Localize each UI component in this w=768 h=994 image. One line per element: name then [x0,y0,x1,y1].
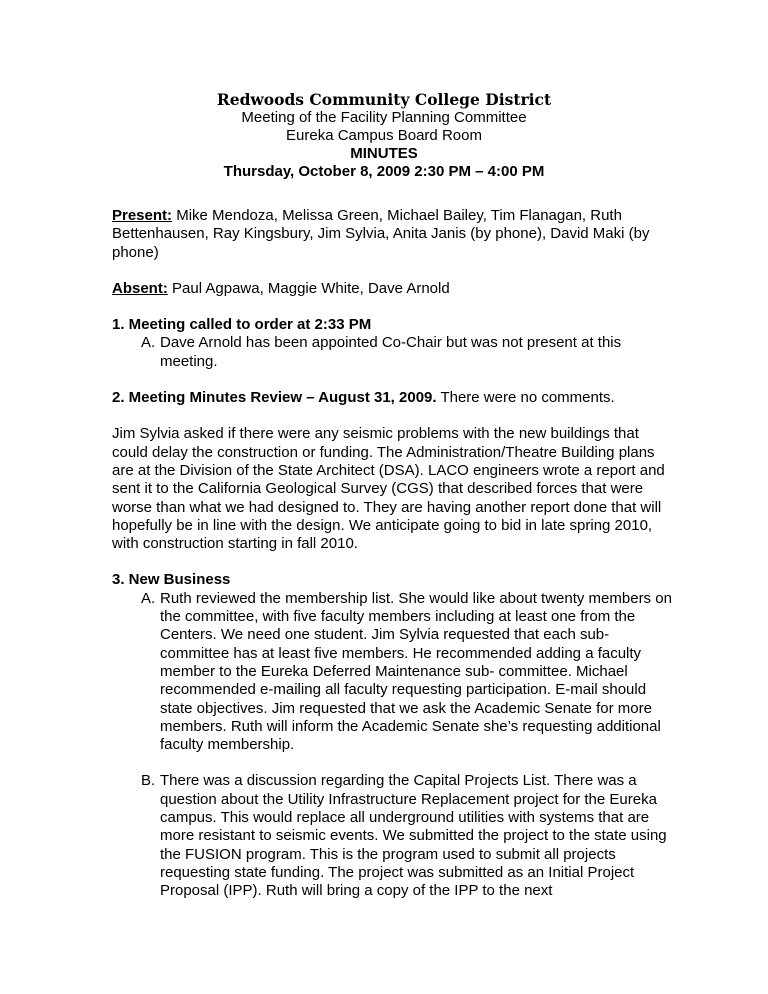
item-text: There was a discussion regarding the Capital Projects List. There was a question about the Utility Infrastructure Replacement project for the Eureka campus. This would replace all underground utilities with systems that are more resistant to seismic events. We submitted the project to the state using the FUSION program. This is the program used to submit all projects requesting state funding. The project was submitted as an Initial Project Proposal (IPP). Ruth will bring a copy of the IPP to the next [160,772,667,900]
document-type: MINUTES [350,145,418,162]
organization-name: Redwoods Community College District [216,90,552,109]
section-3-item-b [141,772,672,900]
present-label: Present: [112,207,173,224]
section-2-paragraph [112,389,672,407]
present-list: Mike Mendoza, Melissa Green, Michael Bailey, Tim Flanagan, Ruth Bettenhausen, Ray Kingsbury, Jim Sylvia, Anita Janis (by phone), David Maki (by phone) [112,207,650,261]
item-marker: A. [141,334,156,352]
section-2-heading: 2. Meeting Minutes Review – August 31, 2009. [112,389,437,407]
absent-label: Absent: [112,279,168,297]
section-2-note: There were no comments. [436,389,615,407]
absent-list: Paul Agpawa, Maggie White, Dave Arnold [167,279,450,297]
absent-paragraph [112,280,672,298]
present-paragraph [112,207,672,262]
item-text: Ruth reviewed the membership list. She would like about twenty members on the committee, with five faculty members including at least one from the Centers. We need one student. Jim Sylvia requested that each sub-committee has at least five members. He recommended adding a faculty member to the Eureka Deferred Maintenance sub- committee. Michael recommended e-mailing all faculty requesting participation. E-mail should state objectives. Jim requested that we ask the Academic Senate for more members. Ruth will inform the Academic Senate she’s requesting additional faculty membership. [160,589,672,754]
section-1-item-a [141,334,672,371]
document-header [0,90,768,181]
meeting-title: Meeting of the Facility Planning Committee [241,109,527,126]
section-3-heading: 3. New Business [112,571,231,589]
meeting-datetime: Thursday, October 8, 2009 2:30 PM – 4:00 PM [223,163,545,180]
section-3-item-a [141,590,672,755]
item-marker: A. [141,589,156,607]
seismic-discussion-paragraph: Jim Sylvia asked if there were any seismic problems with the new buildings that could delay the construction or funding. The Administration/Theatre Building plans are at the Division of the State Architect (DSA). LACO engineers wrote a report and sent it to the California Geological Survey (CGS) that described forces that were worse than what we had designed to. They are having another report done that will hopefully be in line with the design. We anticipate going to bid in late spring 2010, with construction starting in fall 2010. [112,425,665,553]
minutes-body [112,207,672,901]
item-text: Dave Arnold has been appointed Co-Chair but was not present at this meeting. [160,334,622,370]
meeting-location: Eureka Campus Board Room [286,127,482,144]
section-1-heading: 1. Meeting called to order at 2:33 PM [112,316,372,334]
item-marker: B. [141,772,156,790]
